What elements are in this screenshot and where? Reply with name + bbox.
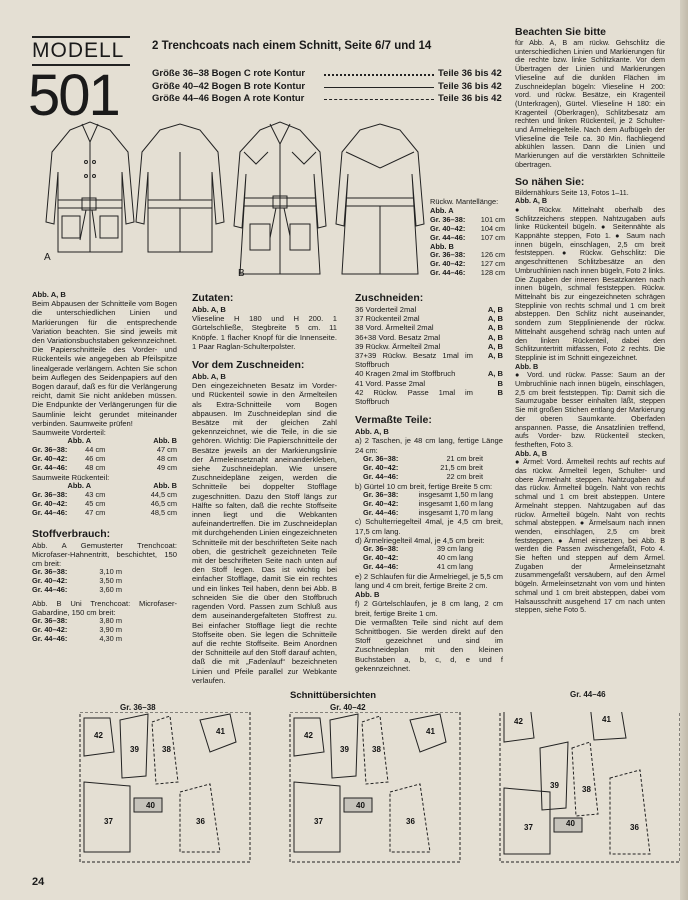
model-number: 501 — [28, 63, 119, 128]
abb-label: Abb. A, B — [355, 427, 389, 437]
abb-label: Abb. A, B — [192, 305, 226, 314]
page-edge-shadow — [680, 0, 688, 900]
size-row — [152, 93, 502, 106]
column-1 — [32, 290, 177, 644]
list-item: 37+39 Rückw. Besatz 1mal im Stoffbruch A, B — [355, 351, 503, 370]
intro-text: Beim Abpausen der Schnitteile vom Bogen die unterschiedlichen Linien und Markierungen für die entsprechende Variation beachten. Sie sind jeweils mit den Variationsbuchstaben gekennzeichnet. Die Papierschnitteile des Vorder- und Rückenteils wie angegeben ab Pfeilspitze linealgerade verlängern. Achten Sie schon beim Auflegen des Seidenpapiers auf den Bogen darauf, daß es für die Verlängerung reicht, damit Sie nicht ankleben müssen. Die Endpunkte der Verlängerungen für die Saumlinie leicht gerundet miteinander verbinden. Saumweite prüfen! — [32, 299, 177, 428]
piece-number-label: 42 — [304, 731, 313, 740]
piece-number-label: 37 — [104, 817, 113, 826]
abb-label: Abb. A, B — [32, 290, 66, 299]
stoff-a-text: Abb. A Gemusterter Trenchcoat: Microfaser-Hahnentritt, beschichtet, 150 cm breit: — [32, 540, 177, 569]
size-row — [152, 81, 502, 94]
vermasst-d-table: Gr. 36–38: 39 cm lang Gr. 40–42: 40 cm lang Gr. 44–46: 41 cm lang — [363, 544, 473, 571]
schnitt-heading: Schnittübersichten — [290, 690, 377, 701]
figure-label-b: B — [238, 268, 245, 279]
saumweite-vorder-table: Abb. A Abb. B Gr. 36–38: 44 cm 47 cm Gr. 40–42: 46 cm 48 cm Gr. 44–46: 48 cm 49 cm — [32, 436, 177, 472]
abb-label: Abb. A, B — [515, 196, 548, 206]
vermasst-b-table: Gr. 36–38: insgesamt 1,50 m lang Gr. 40–42: insgesamt 1,60 m lang Gr. 44–46: insgesamt 1,70 m lang — [363, 489, 493, 517]
beachten-text: für Abb. A, B am rückw. Gehschlitz die unterschiedlichen Linien und Markierungen für die rechte bzw. linke Schlitzkante. Vor dem Übertragen der Linien und Markierungen Vlieseline auf die dunklen Flächen im Zuschneideplan bügeln: Vlieseline H 200: vord. und rückw. Besätze, ein Kragenteil (Unterkragen), Gürtel. Vlieseline H 180: ein Kragenteil (Oberkragen), Schlitzbesatz am rechten und linken Rückenteil, je 2 Schulter- und Ärmelriegelteile. Nach dem Aufbügeln der Vlieseline die Teile ca. 30 Min. flachliegend abkühlen lassen. Dann die Linien und Markierungen auf die verstärkten Schnitteile übertragen. — [515, 38, 665, 169]
abb-label: Abb. B — [515, 361, 539, 371]
naehen-ref: Bildernähkurs Seite 13, Fotos 1–11. — [515, 187, 629, 197]
piece-number-label: 40 — [146, 801, 155, 810]
size-teile: Teile 36 bis 42 — [438, 68, 502, 79]
vermasst-b: b) Gürtel 10 cm breit, fertige Breite 5 cm: — [355, 481, 493, 491]
piece-number-label: 41 — [426, 727, 435, 736]
size-teile: Teile 36 bis 42 — [438, 93, 502, 104]
list-item: 37 Rückenteil 2mal A, B — [355, 314, 503, 324]
table-row: Gr. 44–46: 128 cm — [430, 268, 505, 278]
coat-b-back-drawing — [336, 124, 424, 274]
coat-b-front-drawing — [234, 122, 326, 274]
piece-number-label: 38 — [582, 785, 591, 794]
size-label: Größe 44–46 Bogen A rote Kontur — [152, 93, 305, 104]
vor-dem-zuschneiden-text: Den eingezeichneten Besatz im Vorder- und Rückenteil sowie in den Ärmelteilen als Extra-Schnitteile vom Bogen abpausen. Im Zuschneideplan sind die Besätze mit der gleichen Zahl gekennzeichnet, wie die Teile, in die sie gehören. Wichtig: Die Papierschnitteile der Besätze jeweils an der Markierungslinie der Ärmeleinsetznaht aneinanderkleben, siehe Zuschneideplan. Wie unsere Zuschneidepläne zeigen, werden die Schnitteile bei doppelter Stofflage zugeschnitten. Dazu den Stoff längs zur Hälfte so falten, daß die rechte Stoffseite innen liegt und die Webkanten aufeinandertreffen. Die im Zuschneideplan mit durchgehenden Linien eingezeichneten Schnitteile mit der beschrifteten Seite nach oben, die gestrichelt gezeichneten Teile mit der beschrifteten Seite nach unten auf den Stoff legen. Das ist wichtig bei einfacher Stofflage, damit Sie ein rechtes und ein linkes Teil haben, denn bei Abb. B schneiden Sie die über den Stoffbruch ragenden Vord. Passen zum Schluß aus dem auseinandergefalteten Stoffrest zu. Bei einfacher Stofflage liegt die rechte Stoffseite oben. Sie legen die Schnitteile auf die rechte Stoffseite. Beim Anordnen der Schnitteile auf den Stoff darauf achten, daß die mit „Fadenlauf“ bezeichneten Linien und Pfeile parallel zur Webkante verlaufen. — [192, 381, 337, 685]
naehen-text-b: ● Vord. und rückw. Passe: Saum an der Umbruchlinie nach innen bügeln, einschlagen, 2,5 cm breit feststeppen. Tip: Damit sich die Saumzugabe besser einhalten läßt, steppen Sie mit großen Stichen entlang der Markierung der oberen Saumkante. Oberfaden anspannen. Passe, die Ansatzlinien treffend, aufs Vorder- bzw. Rückenteil stecken, festheften, Foto 3. — [515, 370, 665, 449]
column-3 — [355, 292, 503, 673]
list-item: 39 Rückw. Ärmelteil 2mal A, B — [355, 341, 503, 351]
trenchcoat-illustrations — [30, 112, 430, 282]
page-number: 24 — [32, 876, 45, 888]
vermasst-note: Die vermaßten Teile sind nicht auf dem Schnittbogen. Sie werden direkt auf den Stoff gezeichnet und sind im Zuschneideplan mit den kleinen Buchstaben a, b, c, d, e und f gekennzeichnet. — [355, 617, 503, 673]
list-item: 40 Kragen 2mal im Stoffbruch A, B — [355, 369, 503, 379]
naehen-text: ● Rückw. Mittelnaht oberhalb des Schlitzzeichens steppen. Nahtzugaben aufs linke Rückenteil bügeln. ● Seitennähte als Kappnähte steppen, Foto 1. ● Saum nach innen bügeln, einschlagen, 2,5 cm breit feststeppen. ● Rückw. Gehschlitz: Die angeschnittenen Schlitzbesätze an den Umbruchlinien nach innen bügeln, Foto 2 links. Die Zugaben der inneren Besatzkanten nach innen bügeln, schmal feststeppen. Rückw. Mittelnaht bis zur eingezeichneten schrägen Stepplinie von rechts schmal und 1 cm breit absteppen. Den Schlitz nicht auseinander, sondern zum Stepplinienende der rückw. Mittelnaht ausgehend schräg nach unten auf den linken Rückenteil, dabei den Schlitzuntertritt mitfassen, Foto 2 rechts. Die Stepplinie ist im Schnitt eingezeichnet. — [515, 204, 665, 362]
piece-number-label: 39 — [340, 745, 349, 754]
modell-label: MODELL — [32, 36, 130, 66]
mantel-laenge-table — [430, 198, 505, 278]
naehen-text-ab: ● Ärmel: Vord. Ärmelteil rechts auf rechts auf das rückw. Ärmelteil legen, Schulter- und obere Ärmelnaht steppen. Nahtzugaben auf das rückw. Ärmelteil bügeln. Naht von rechts schmal und 1 cm breit absteppen. Untere Ärmelnaht steppen. Nahtzugaben auf das rückw. Ärmelteil bügeln. Naht von rechts schmal absteppen. ● Ärmelsaum nach innen wenden, einschlagen, 2,5 cm breit feststeppen. ● Ärmel einsetzen, bei Abb. B werden die Passen zwischengefaßt, Foto 4. Sie heften und steppen auf dem Ärmel. Zugaben der Ärmeleinsetznaht zusammengefaßt versäubern, auf den Ärmel bügeln. Ärmeleinsetznaht von vorn und hinten schmal und 1 cm breit absteppen, dabei vom Halsausschnitt ausgehend 17 cm nach unten steppen, siehe Foto 5. — [515, 457, 665, 615]
table-row: Gr. 40–42: 127 cm — [430, 259, 505, 269]
contour-line-solid — [324, 87, 434, 88]
column-2 — [192, 292, 337, 685]
stoffverbrauch-heading: Stoffverbrauch: — [32, 527, 111, 540]
size-label: Größe 36–38 Bogen C rote Kontur — [152, 68, 306, 79]
beachten-heading: Beachten Sie bitte — [515, 26, 607, 38]
coat-a-front-drawing — [46, 122, 134, 252]
piece-number-label: 38 — [162, 745, 171, 754]
table-row: Gr. 36–38: 126 cm — [430, 250, 505, 260]
stoff-a-table: Gr. 36–38: 3,10 m Gr. 40–42: 3,50 m Gr. 44–46: 3,60 m — [32, 567, 122, 595]
list-item: 36+38 Vord. Besatz 2mal A, B — [355, 332, 503, 342]
zuschneiden-list — [355, 305, 503, 406]
zutaten-text: Vlieseline H 180 und H 200. 1 Gürtelschließe, Stegbreite 5 cm. 11 Knöpfe. 1 flacher Knopf für die Innenseite. 1 Paar Raglan-Schulterpolster. — [192, 314, 337, 351]
zutaten-heading: Zutaten: — [192, 292, 234, 304]
piece-number-label: 37 — [314, 817, 323, 826]
list-item: 42 Rückw. Passe 1mal im Stoffbruch B — [355, 387, 503, 407]
vermasst-f: f) 2 Gürtelschlaufen, je 8 cm lang, 2 cm breit, fertige Breite 1 cm. — [355, 599, 503, 618]
piece-number-label: 39 — [550, 781, 559, 790]
vermasste-teile-heading: Vermaßte Teile: — [355, 414, 432, 427]
piece-number-label: 42 — [94, 731, 103, 740]
schnitt-size-label: Gr. 36–38 — [120, 703, 156, 712]
stoff-b-table: Gr. 36–38: 3,80 m Gr. 40–42: 3,90 m Gr. 44–46: 4,30 m — [32, 616, 122, 644]
size-label: Größe 40–42 Bogen B rote Kontur — [152, 80, 306, 92]
vermasst-e: e) 2 Schlaufen für die Ärmelriegel, je 5,5 cm lang und 4 cm breit, fertige Breite 2 cm. — [355, 571, 503, 591]
contour-line-dashed — [324, 99, 434, 100]
vor-dem-zuschneiden-heading: Vor dem Zuschneiden: — [192, 359, 305, 372]
piece-number-label: 42 — [514, 717, 523, 726]
vermasst-d: d) Ärmelriegelteil 4mal, je 4,5 cm breit: — [355, 535, 485, 545]
abb-label: Abb. B — [355, 590, 380, 600]
piece-number-label: 40 — [566, 819, 575, 828]
list-item: 41 Vord. Passe 2mal B — [355, 378, 503, 388]
vermasst-c: c) Schulterriegelteil 4mal, je 4,5 cm breit, 17,5 cm lang. — [355, 517, 503, 536]
schnitt-size-label: Gr. 44–46 — [570, 690, 606, 699]
piece-number-label: 37 — [524, 823, 533, 832]
piece-number-label: 40 — [356, 801, 365, 810]
mantel-abb-b: Abb. B — [430, 241, 454, 251]
size-teile: Teile 36 bis 42 — [438, 80, 502, 92]
column-4 — [515, 26, 665, 615]
table-row: Gr. 40–42: 104 cm — [430, 223, 505, 233]
saumweite-rueck-label: Saumweite Rückenteil: — [32, 472, 110, 482]
naehen-heading: So nähen Sie: — [515, 175, 585, 188]
coat-a-back-drawing — [136, 124, 224, 252]
piece-number-label: 36 — [196, 817, 205, 826]
schnitt-size-label: Gr. 40–42 — [330, 703, 366, 712]
abb-label: Abb. A, B — [192, 372, 226, 382]
stoff-b-text: Abb. B Uni Trenchcoat: Microfaser-Gabardine, 150 cm breit: — [32, 599, 177, 618]
page-title: 2 Trenchcoats nach einem Schnitt, Seite 6/7 und 14 — [152, 40, 432, 52]
mantel-laenge-title: Rückw. Mantellänge: — [430, 197, 499, 206]
piece-number-label: 36 — [406, 817, 415, 826]
vermasst-a-table: Gr. 36–38: 21 cm breit Gr. 40–42: 21,5 cm breit Gr. 44–46: 22 cm breit — [363, 453, 483, 481]
piece-number-label: 39 — [130, 745, 139, 754]
table-row: Gr. 36–38: 101 cm — [430, 214, 505, 224]
table-row: Gr. 44–46: 107 cm — [430, 232, 505, 242]
contour-line-wave — [324, 74, 434, 76]
piece-number-label: 38 — [372, 745, 381, 754]
size-row — [152, 68, 502, 81]
list-item: 36 Vorderteil 2mal A, B — [355, 305, 503, 314]
zuschneiden-heading: Zuschneiden: — [355, 292, 424, 304]
saumweite-rueck-table: Abb. A Abb. B Gr. 36–38: 43 cm 44,5 cm Gr. 40–42: 45 cm 46,5 cm Gr. 44–46: 47 cm 48,5 cm — [32, 481, 177, 517]
figure-label-a: A — [44, 252, 51, 263]
piece-number-label: 36 — [630, 823, 639, 832]
piece-number-label: 41 — [216, 727, 225, 736]
abb-label: Abb. A, B — [515, 448, 548, 458]
vermasst-a: a) 2 Taschen, je 48 cm lang, fertige Länge 24 cm: — [355, 436, 503, 455]
size-legend — [152, 68, 502, 106]
list-item: 38 Vord. Ärmelteil 2mal A, B — [355, 323, 503, 333]
saumweite-vorder-label: Saumweite Vorderteil: — [32, 428, 106, 438]
piece-number-label: 41 — [602, 715, 611, 724]
cutting-layouts — [70, 712, 680, 872]
mantel-abb-a: Abb. A — [430, 205, 454, 215]
